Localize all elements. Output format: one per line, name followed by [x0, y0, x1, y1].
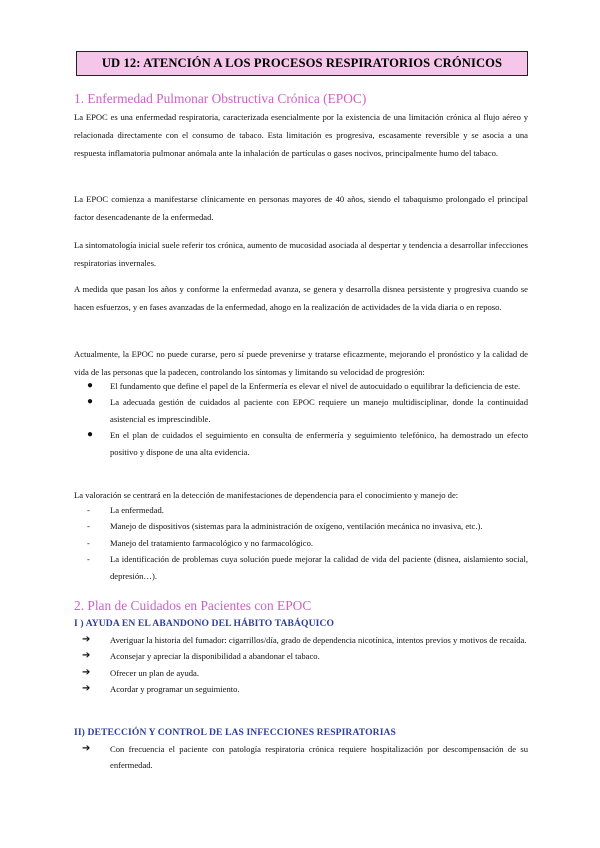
paragraph-definition: La EPOC es una enfermedad respiratoria, caracterizada esencialmente por la existencia de una limitación crónica al flujo aéreo y relacionada directamente con el consumo de tabaco. Esta limitación es progresiva, escasamente reversible y se asocia a una respuesta inflamatoria pulmonar anómala ante la inhalación de partículas o gases nocivos, principalmente humo del tabaco. [74, 112, 528, 159]
subsection-smoking-heading: I ) AYUDA EN EL ABANDONO DEL HÁBITO TABÁQUICO [74, 618, 335, 629]
dash-marker: - [87, 537, 90, 548]
paragraph-treatment: Actualmente, la EPOC no puede curarse, pero sí puede prevenirse y tratarse eficazmente, mejorando el pronóstico y la calidad de vida de las personas que la padecen, controlando los síntomas y limitando su velocidad de progresión: [74, 349, 528, 378]
list-item: - La enfermedad. [74, 502, 528, 518]
nursing-bullet-list [74, 378, 528, 460]
subsection-infections-heading: II) DETECCIÓN Y CONTROL DE LAS INFECCIONES RESPIRATORIAS [74, 727, 396, 738]
paragraph-symptoms: La sintomatología inicial suele referir tos crónica, aumento de mucosidad asociada al despertar y tendencia a desarrollar infecciones respiratorias invernales. [74, 240, 528, 269]
list-item: ➔ Aconsejar y apreciar la disponibilidad a abandonar el tabaco. [74, 648, 528, 664]
list-item: ➔ Con frecuencia el paciente con patología respiratoria crónica requiere hospitalización por descompensación de su enfermedad. [82, 743, 528, 771]
list-item: ● El fundamento que define el papel de la Enfermería es elevar el nivel de autocuidado o equilibrar la deficiencia de este. [74, 378, 528, 394]
dash-marker: - [87, 521, 90, 532]
dash-marker: - [87, 554, 90, 565]
arrow-icon: ➔ [82, 650, 91, 662]
bullet-marker: ● [87, 429, 94, 441]
arrow-icon: ➔ [82, 666, 91, 678]
list-item: ● La adecuada gestión de cuidados al paciente con EPOC requiere un manejo multidisciplinar, donde la continuidad asistencial es imprescindible. [87, 396, 528, 424]
smoking-arrow-list [74, 632, 528, 698]
list-item: - Manejo del tratamiento farmacológico y no farmacológico. [74, 535, 528, 551]
document-title: UD 12: ATENCIÓN A LOS PROCESOS RESPIRATORIOS CRÓNICOS [101, 56, 503, 70]
list-item: ➔ Acordar y programar un seguimiento. [74, 681, 528, 697]
arrow-icon: ➔ [82, 683, 91, 695]
list-item: - Manejo de dispositivos (sistemas para la administración de oxígeno, ventilación mecánica no invasiva, etc.). [74, 518, 528, 534]
paragraph-progression: A medida que pasan los años y conforme la enfermedad avanza, se genera y desarrolla disnea persistente y progresiva cuando se hacen esfuerzos, y en fases avanzadas de la enfermedad, ahogo en la realización de actividades de la vida diaria o en reposo. [74, 284, 528, 313]
arrow-icon: ➔ [82, 743, 91, 754]
list-item: ● En el plan de cuidados el seguimiento en consulta de enfermería y seguimiento telefónico, ha demostrado un efecto positivo y dispone de una alta evidencia. [87, 429, 528, 457]
assessment-dash-list [74, 502, 528, 584]
infections-arrow-list [74, 741, 528, 774]
bullet-marker: ● [87, 396, 94, 408]
list-item: - La identificación de problemas cuya solución puede mejorar la calidad de vida del paciente (disnea, aislamiento social, depresión…). [74, 551, 528, 584]
dash-marker: - [87, 505, 90, 515]
bullet-marker: ● [87, 380, 94, 391]
section2-heading: 2. Plan de Cuidados en Pacientes con EPOC [74, 598, 312, 613]
list-item: ➔ Ofrecer un plan de ayuda. [74, 665, 528, 681]
arrow-icon: ➔ [82, 634, 91, 645]
list-item: ➔ Averiguar la historia del fumador: cigarrillos/día, grado de dependencia nicotínica, intentos previos y motivos de recaída. [74, 632, 528, 648]
paragraph-assessment: La valoración se centrará en la detección de manifestaciones de dependencia para el conocimiento y manejo de: [74, 490, 459, 500]
section1-heading: 1. Enfermedad Pulmonar Obstructiva Crónica (EPOC) [74, 91, 367, 106]
paragraph-onset: La EPOC comienza a manifestarse clínicamente en personas mayores de 40 años, siendo el tabaquismo prolongado el principal factor desencadenante de la enfermedad. [74, 194, 528, 223]
title-banner [76, 51, 528, 76]
